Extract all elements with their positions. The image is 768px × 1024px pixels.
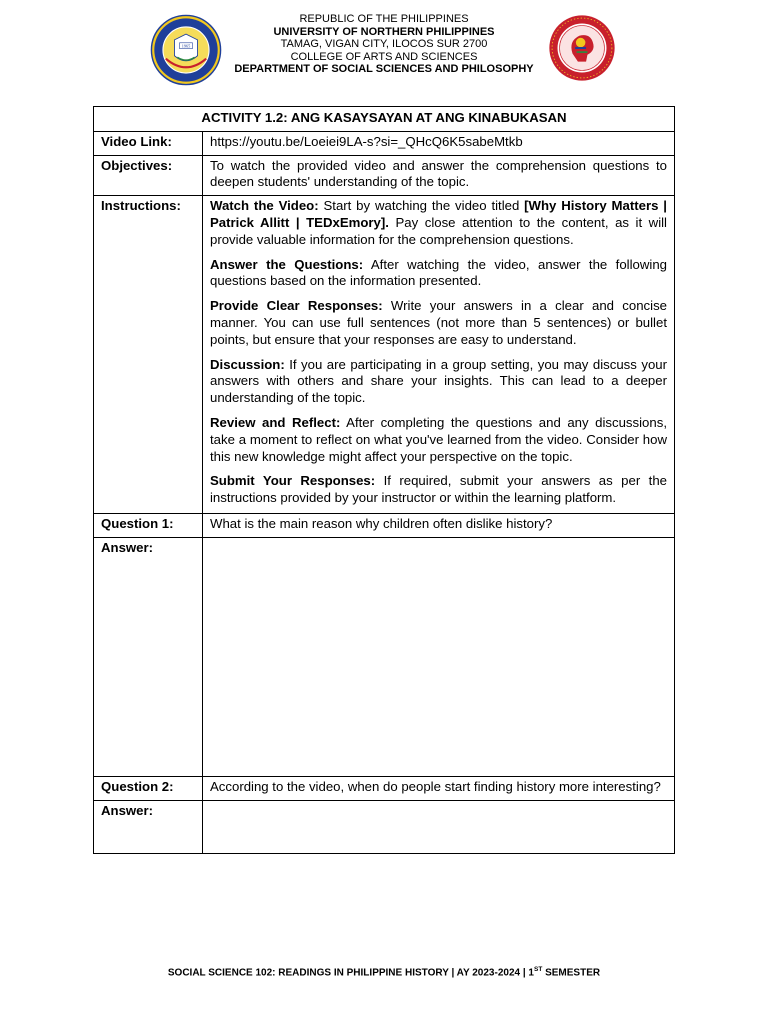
question2-label: Question 2:	[94, 776, 203, 800]
document-header	[0, 12, 768, 92]
instruction-item: Watch the Video: Start by watching the video titled [Why History Matters | Patrick Allitt | TEDxEmory]. Pay close attention to the content, as it will provide valuable information for the comprehension questions.	[210, 198, 667, 247]
activity-title: ACTIVITY 1.2: ANG KASAYSAYAN AT ANG KINABUKASAN	[94, 107, 675, 132]
objectives-text: To watch the provided video and answer the comprehension questions to deepen students' understanding of the topic.	[203, 155, 675, 196]
instruction-item: Review and Reflect: After completing the questions and any discussions, take a moment to reflect on what you've learned from the video. Consider how this new knowledge might affect your perspective on the topic.	[210, 414, 667, 464]
instruction-item: Discussion: If you are participating in a group setting, you may discuss your answers with others and share your insights. This can lead to a deeper understanding of the topic.	[210, 356, 667, 406]
question1-label: Question 1:	[94, 513, 203, 537]
footer-tail: SEMESTER	[542, 967, 601, 979]
header-university: UNIVERSITY OF NORTHERN PHILIPPINES	[273, 25, 495, 38]
department-seal-logo	[548, 14, 616, 82]
objectives-label: Objectives:	[94, 155, 203, 196]
answer2-label: Answer:	[94, 800, 203, 853]
header-address: TAMAG, VIGAN CITY, ILOCOS SUR 2700	[280, 38, 488, 50]
seal-year-text: 1965	[181, 43, 191, 49]
page-footer	[0, 966, 768, 978]
instruction-item: Submit Your Responses: If required, submit your answers as per the instructions provided by your instructor or within the learning platform.	[210, 473, 668, 506]
video-link[interactable]: https://youtu.be/Loeiei9LA-s?si=_QHcQ6K5sabeMtkb	[203, 131, 675, 155]
answer2-field[interactable]	[203, 800, 675, 853]
header-department: DEPARTMENT OF SOCIAL SCIENCES AND PHILOSOPHY	[234, 63, 534, 75]
instructions-label: Instructions:	[94, 196, 203, 514]
header-college: COLLEGE OF ARTS AND SCIENCES	[290, 50, 478, 63]
footer-superscript: ST	[533, 966, 543, 973]
answer1-field[interactable]	[203, 537, 675, 776]
answer1-label: Answer:	[94, 537, 203, 776]
question1-text: What is the main reason why children often dislike history?	[203, 513, 675, 537]
activity-table	[93, 106, 675, 854]
video-link-label: Video Link:	[94, 131, 203, 155]
instructions-list	[203, 196, 675, 514]
instruction-item: Answer the Questions: After watching the video, answer the following questions based on the information presented.	[210, 256, 668, 289]
header-text-block	[200, 13, 568, 76]
footer-text: SOCIAL SCIENCE 102: READINGS IN PHILIPPINE HISTORY | AY 2023-2024 | 1	[167, 967, 534, 979]
header-republic: REPUBLIC OF THE PHILIPPINES	[299, 13, 469, 25]
question2-text: According to the video, when do people start finding history more interesting?	[203, 776, 675, 800]
instruction-item: Provide Clear Responses: Write your answers in a clear and concise manner. You can use full sentences (not more than 5 sentences) or bullet points, but ensure that your responses are easy to understand.	[210, 298, 667, 347]
